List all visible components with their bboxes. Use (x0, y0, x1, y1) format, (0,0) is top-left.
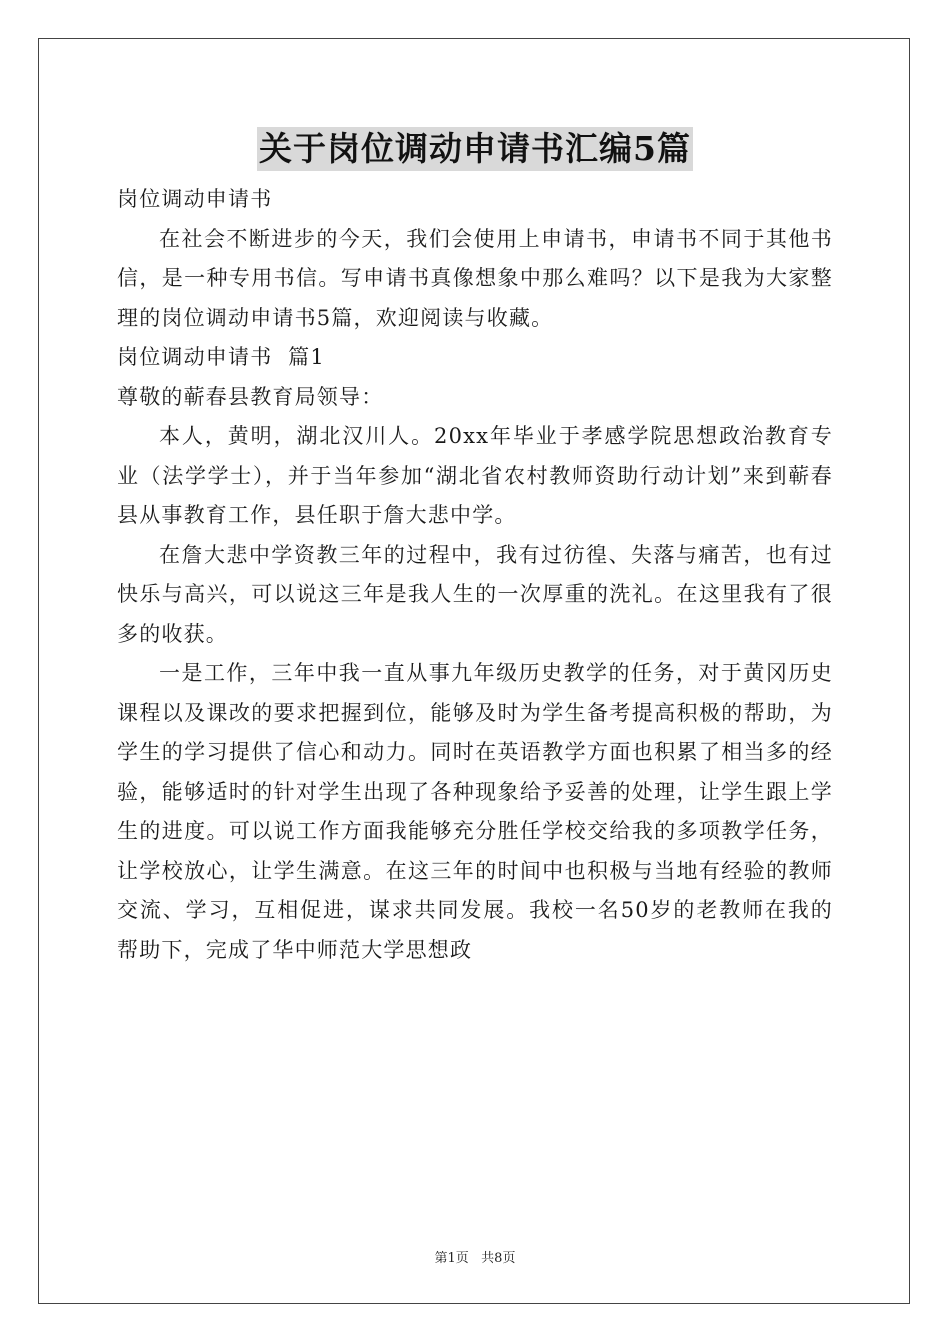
paragraph: 在詹大悲中学资教三年的过程中，我有过彷徨、失落与痛苦，也有过快乐与高兴，可以说这三年是我人生的一次厚重的洗礼。在这里我有了很多的收获。 (117, 542, 833, 646)
section-heading: 岗位调动申请书 篇1 (117, 345, 325, 369)
document-body (117, 180, 833, 970)
salutation: 尊敬的蕲春县教育局领导： (117, 384, 384, 409)
document-title: 关于岗位调动申请书汇编5篇 (257, 127, 693, 171)
paragraph: 岗位调动申请书 (117, 187, 273, 211)
paragraph: 在社会不断进步的今天，我们会使用上申请书，申请书不同于其他书信，是一种专用书信。写申请书真像想象中那么难吗？以下是我为大家整理的岗位调动申请书5篇，欢迎阅读与收藏。 (117, 226, 833, 330)
title-container (0, 127, 950, 171)
paragraph: 一是工作，三年中我一直从事九年级历史教学的任务，对于黄冈历史课程以及课改的要求把握到位，能够及时为学生备考提高积极的帮助，为学生的学习提供了信心和动力。同时在英语教学方面也积累了相当多的经验，能够适时的针对学生出现了各种现象给予妥善的处理，让学生跟上学生的进度。可以说工作方面我能够充分胜任学校交给我的多项教学任务，让学校放心，让学生满意。在这三年的时间中也积极与当地有经验的教师交流、学习，互相促进，谋求共同发展。我校一名50岁的老教师在我的帮助下，完成了华中师范大学思想政 (117, 661, 833, 962)
page-footer: 第1页 共8页 (434, 1251, 516, 1266)
paragraph: 本人，黄明，湖北汉川人。20xx年毕业于孝感学院思想政治教育专业（法学学士），并于当年参加“湖北省农村教师资助行动计划”来到蕲春县从事教育工作，县任职于詹大悲中学。 (117, 424, 833, 527)
